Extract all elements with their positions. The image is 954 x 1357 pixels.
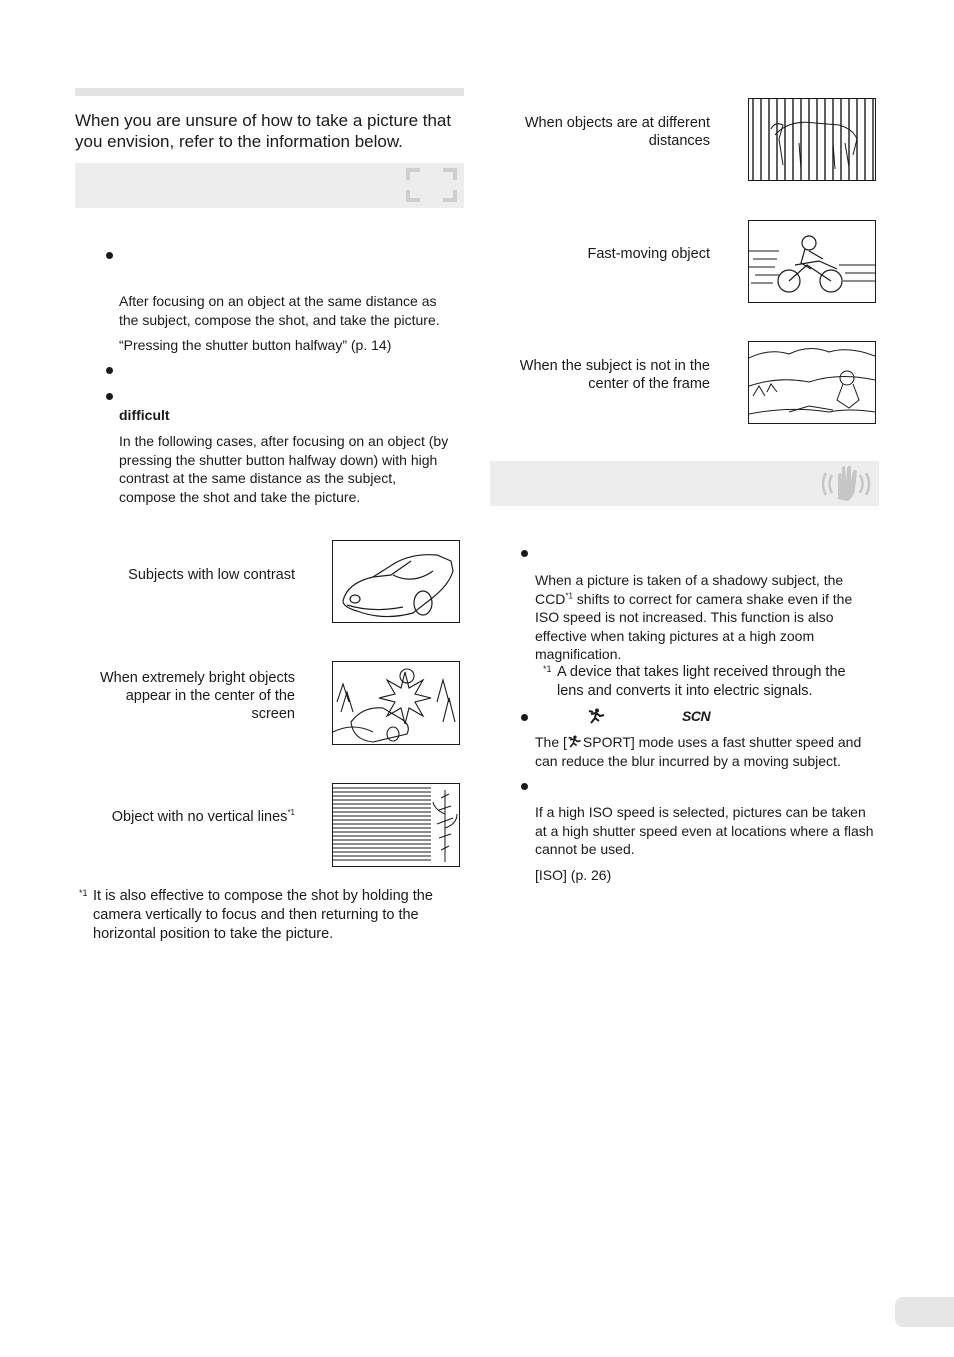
bright-objects-illustration [332,661,460,745]
no-vertical-lines-illustration [332,783,460,867]
bullet [106,367,113,374]
case-label-off-center: When the subject is not in the center of the frame [519,358,710,392]
off-center-illustration [748,341,876,424]
page-tab [895,1297,954,1327]
difficult-label: difficult [119,407,170,423]
difficult-subjects-text: In the following cases, after focusing on an object (by pressing the shutter button halfway down) with high contrast at the same distance as the subject, compose the shot and take the picture. [119,433,449,505]
ccd-footnote: A device that takes light received through the lens and converts it into electric signals. [557,664,846,699]
sport-mode-text: The [ SPORT] mode uses a fast shutter speed and can reduce the blur incurred by a moving subject. [535,734,862,769]
different-distances-illustration [748,98,876,181]
case-label-fast-moving: Fast-moving object [587,246,710,262]
case-label-different-distances: When objects are at different distances [524,115,710,149]
iso-reference: [ISO] (p. 26) [535,867,612,883]
intro-text: When you are unsure of how to take a picture that you envision, refer to the information below. [75,111,452,151]
footnote-mark: *1 [79,888,88,898]
fast-moving-illustration [748,220,876,303]
bullet [106,252,113,259]
footnote-mark: *1 [543,664,552,674]
ccd-shift-text: When a picture is taken of a shadowy subject, the CCD$^{*1}$ shifts to correct for camera shake even if the ISO speed is not increased. This function is also effective when taking pictures at a high zoom magnification. [535,572,853,662]
bullet [521,783,528,790]
focus-frame-icon [405,167,458,203]
sport-runner-icon [567,735,583,748]
bullet [521,550,528,557]
case-label-bright-objects: When extremely bright objects appear in the center of the screen [99,670,295,722]
case-label-no-vertical-lines: Object with no vertical lines$^{*1}$ [111,808,295,825]
section-top-bar [75,88,464,96]
case-label-low-contrast: Subjects with low contrast [128,567,295,583]
half-press-reference: “Pressing the shutter button halfway” (p. 14) [119,337,392,353]
bullet [106,393,113,400]
bullet [521,714,528,721]
low-contrast-illustration [332,540,460,623]
sport-runner-icon [587,708,607,724]
iso-speed-text: If a high ISO speed is selected, pictures can be taken at a high shutter speed even at locations where a flash cannot be used. [535,804,874,857]
focus-lock-text: After focusing on an object at the same distance as the subject, compose the shot, and take the picture. [119,293,440,328]
camera-shake-icon [818,465,874,503]
vertical-lines-footnote: It is also effective to compose the shot by holding the camera vertically to focus and then returning to the horizontal position to take the picture. [93,888,433,942]
scn-mode-label: SCN [682,708,711,724]
